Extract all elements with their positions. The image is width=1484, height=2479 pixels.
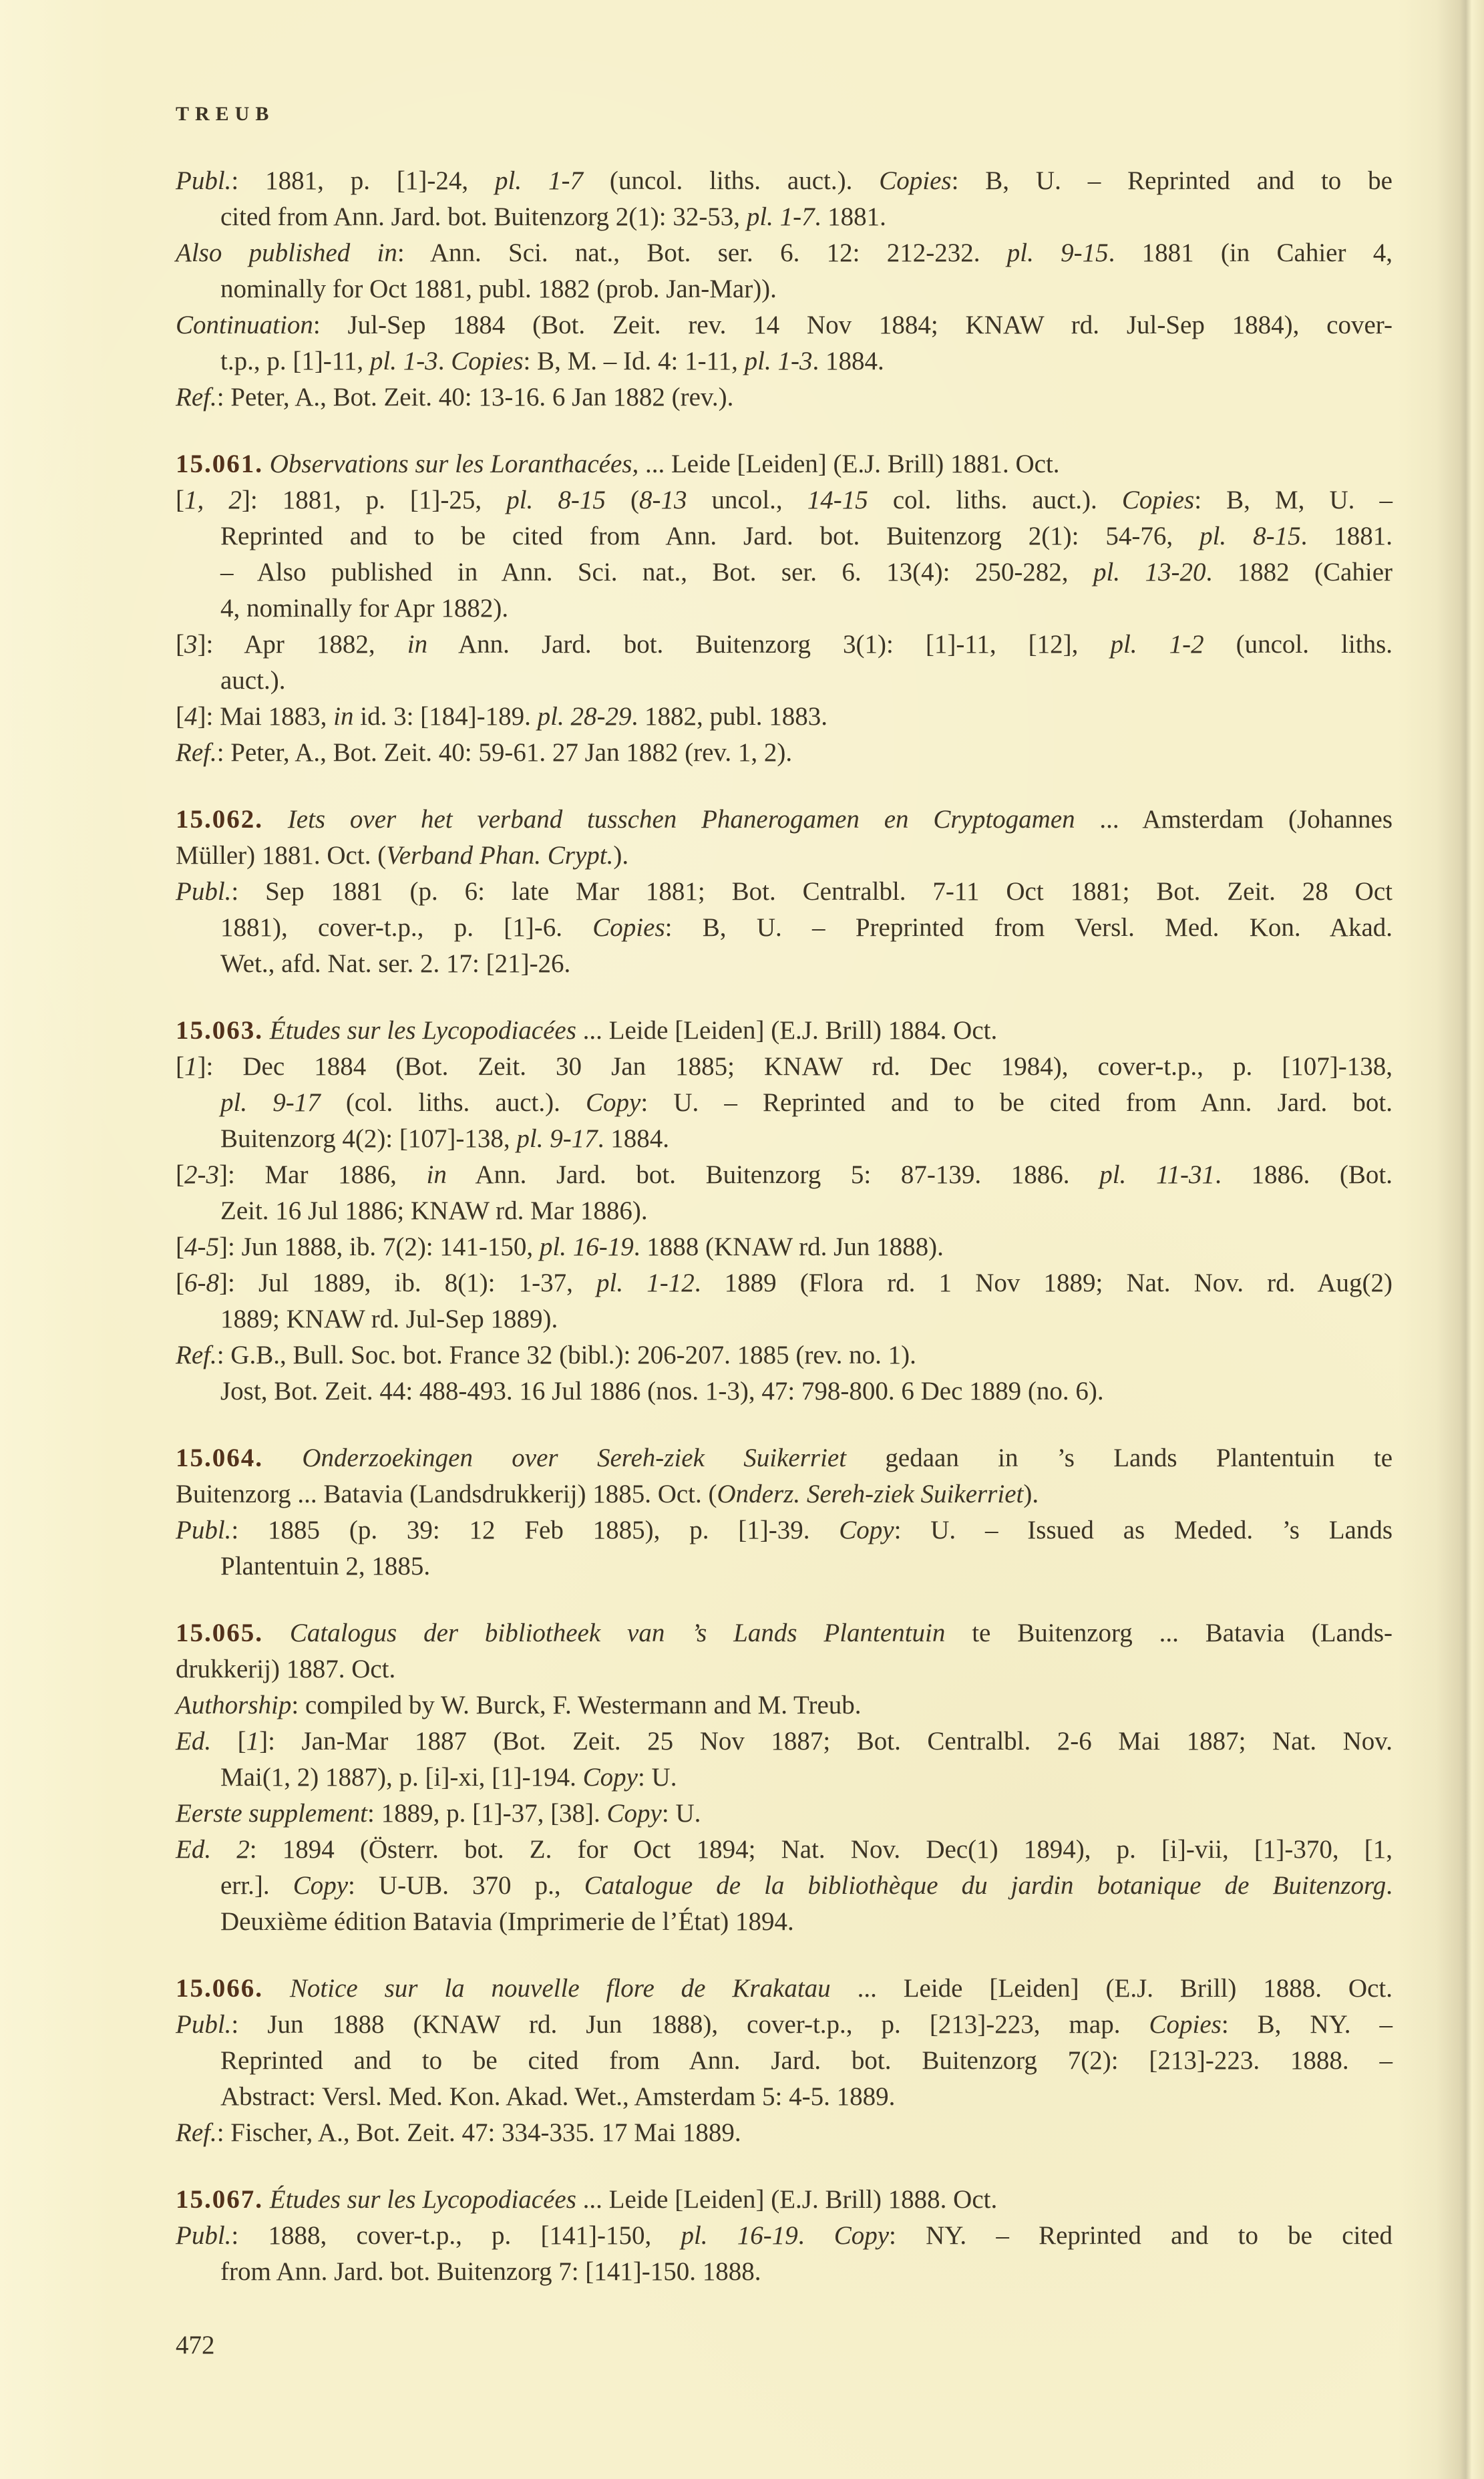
text-line: Wet., afd. Nat. ser. 2. 17: [21]-26. xyxy=(220,949,571,978)
text-line: Eerste supplement: 1889, p. [1]-37, [38]. Copy: U. xyxy=(176,1799,701,1828)
text-line: Zeit. 16 Jul 1886; KNAW rd. Mar 1886). xyxy=(220,1196,648,1225)
text-line: t.p., p. [1]-11, pl. 1-3. Copies: B, M. – Id. 4: 1-11, pl. 1-3. 1884. xyxy=(220,347,884,375)
text-line: Abstract: Versl. Med. Kon. Akad. Wet., Amsterdam 5: 4-5. 1889. xyxy=(220,2082,896,2111)
text-line: Buitenzorg ... Batavia (Landsdrukkerij) 1885. Oct. (Onderz. Sereh-ziek Suikerriet). xyxy=(176,1480,1039,1508)
text-line: [4-5]: Jun 1888, ib. 7(2): 141-150, pl. 16-19. 1888 (KNAW rd. Jun 1888). xyxy=(176,1232,944,1261)
entry-15.066 xyxy=(176,1971,1393,2151)
entry-15.067 xyxy=(176,2182,1393,2290)
text-line: [1]: Dec 1884 (Bot. Zeit. 30 Jan 1885; KNAW rd. Dec 1984), cover-t.p., p. [107]-138, xyxy=(176,1052,1393,1081)
text-line: 15.063. Études sur les Lycopodiacées ... Leide [Leiden] (E.J. Brill) 1884. Oct. xyxy=(176,1016,998,1045)
text-line: Reprinted and to be cited from Ann. Jard. bot. Buitenzorg 2(1): 54-76, pl. 8-15. 1881. xyxy=(220,522,1393,550)
page-number: 472 xyxy=(176,2331,215,2359)
text-line: 15.062. Iets over het verband tusschen Phanerogamen en Cryptogamen ... Amsterdam (Johannes xyxy=(176,805,1393,834)
text-line: Authorship: compiled by W. Burck, F. Westermann and M. Treub. xyxy=(176,1691,862,1719)
text-line: Deuxième édition Batavia (Imprimerie de l’État) 1894. xyxy=(220,1907,794,1936)
text-line: cited from Ann. Jard. bot. Buitenzorg 2(1): 32-53, pl. 1-7. 1881. xyxy=(220,202,886,231)
text-line: Plantentuin 2, 1885. xyxy=(220,1552,431,1581)
text-line: Publ.: Jun 1888 (KNAW rd. Jun 1888), cover-t.p., p. [213]-223, map. Copies: B, NY. – xyxy=(176,2010,1393,2039)
text-line: Reprinted and to be cited from Ann. Jard. bot. Buitenzorg 7(2): [213]-223. 1888. – xyxy=(220,2046,1393,2075)
entry-15.065 xyxy=(176,1615,1393,1940)
entry-15.064 xyxy=(176,1440,1393,1585)
text-line: Mai(1, 2) 1887), p. [i]-xi, [1]-194. Copy: U. xyxy=(220,1763,677,1792)
text-line: 4, nominally for Apr 1882). xyxy=(220,594,509,623)
entry-15.063 xyxy=(176,1013,1393,1410)
text-line: err.]. Copy: U-UB. 370 p., Catalogue de la bibliothèque du jardin botanique de Buitenzorg. xyxy=(220,1871,1393,1900)
text-line: 15.061. Observations sur les Loranthacées, ... Leide [Leiden] (E.J. Brill) 1881. Oct. xyxy=(176,450,1060,478)
text-line: from Ann. Jard. bot. Buitenzorg 7: [141]-150. 1888. xyxy=(220,2257,761,2286)
text-line: pl. 9-17 (col. liths. auct.). Copy: U. – Reprinted and to be cited from Ann. Jard. bot. xyxy=(220,1088,1393,1117)
text-line: Continuation: Jul-Sep 1884 (Bot. Zeit. rev. 14 Nov 1884; KNAW rd. Jul-Sep 1884), cover- xyxy=(176,311,1393,339)
text-line: [2-3]: Mar 1886, in Ann. Jard. bot. Buitenzorg 5: 87-139. 1886. pl. 11-31. 1886. (Bot. xyxy=(176,1160,1393,1189)
text-line: Publ.: 1881, p. [1]-24, pl. 1-7 (uncol. liths. auct.). Copies: B, U. – Reprinted and to be xyxy=(176,166,1393,195)
text-line: Ed. 2: 1894 (Österr. bot. Z. for Oct 1894; Nat. Nov. Dec(1) 1894), p. [i]-vii, [1]-370, [1, xyxy=(176,1835,1393,1864)
text-line: [4]: Mai 1883, in id. 3: [184]-189. pl. 28-29. 1882, publ. 1883. xyxy=(176,702,828,731)
text-line: Ref.: G.B., Bull. Soc. bot. France 32 (bibl.): 206-207. 1885 (rev. no. 1). xyxy=(176,1341,916,1369)
text-line: 15.066. Notice sur la nouvelle flore de Krakatau ... Leide [Leiden] (E.J. Brill) 1888. Oct. xyxy=(176,1974,1393,2003)
text-line: 1889; KNAW rd. Jul-Sep 1889). xyxy=(220,1305,558,1333)
entry-15.060-continued xyxy=(176,163,1393,416)
text-line: Publ.: 1885 (p. 39: 12 Feb 1885), p. [1]-39. Copy: U. – Issued as Meded. ’s Lands xyxy=(176,1516,1393,1544)
text-line: Ed. [1]: Jan-Mar 1887 (Bot. Zeit. 25 Nov 1887; Bot. Centralbl. 2-6 Mai 1887; Nat. Nov. xyxy=(176,1727,1393,1756)
text-line: Publ.: 1888, cover-t.p., p. [141]-150, pl. 16-19. Copy: NY. – Reprinted and to be cited xyxy=(176,2221,1393,2250)
text-line: 15.064. Onderzoekingen over Sereh-ziek Suikerriet gedaan in ’s Lands Plantentuin te xyxy=(176,1444,1393,1472)
text-line: Publ.: Sep 1881 (p. 6: late Mar 1881; Bot. Centralbl. 7-11 Oct 1881; Bot. Zeit. 28 Oct xyxy=(176,877,1393,906)
text-line: auct.). xyxy=(220,666,286,695)
text-blocks xyxy=(176,163,1393,2290)
text-line: [1, 2]: 1881, p. [1]-25, pl. 8-15 (8-13 uncol., 14-15 col. liths. auct.). Copies: B, M, U. – xyxy=(176,486,1393,514)
text-line: Müller) 1881. Oct. (Verband Phan. Crypt.). xyxy=(176,841,629,870)
text-line: 1881), cover-t.p., p. [1]-6. Copies: B, U. – Preprinted from Versl. Med. Kon. Akad. xyxy=(220,913,1393,942)
text-line: Jost, Bot. Zeit. 44: 488-493. 16 Jul 1886 (nos. 1-3), 47: 798-800. 6 Dec 1889 (no. 6). xyxy=(220,1377,1104,1406)
running-head: TREUB xyxy=(176,103,275,125)
text-line: – Also published in Ann. Sci. nat., Bot. ser. 6. 13(4): 250-282, pl. 13-20. 1882 (Cahier xyxy=(220,558,1393,587)
entry-15.061 xyxy=(176,446,1393,771)
text-line: drukkerij) 1887. Oct. xyxy=(176,1655,396,1683)
text-line: [6-8]: Jul 1889, ib. 8(1): 1-37, pl. 1-12. 1889 (Flora rd. 1 Nov 1889; Nat. Nov. rd. Aug(2) xyxy=(176,1269,1393,1297)
text-line: [3]: Apr 1882, in Ann. Jard. bot. Buitenzorg 3(1): [1]-11, [12], pl. 1-2 (uncol. liths. xyxy=(176,630,1393,659)
text-line: nominally for Oct 1881, publ. 1882 (prob. Jan-Mar)). xyxy=(220,275,777,303)
text-line: Ref.: Peter, A., Bot. Zeit. 40: 13-16. 6 Jan 1882 (rev.). xyxy=(176,383,734,411)
text-line: Ref.: Fischer, A., Bot. Zeit. 47: 334-335. 17 Mai 1889. xyxy=(176,2118,741,2147)
text-line: Ref.: Peter, A., Bot. Zeit. 40: 59-61. 27 Jan 1882 (rev. 1, 2). xyxy=(176,738,793,767)
text-line: 15.065. Catalogus der bibliotheek van ’s Lands Plantentuin te Buitenzorg ... Batavia (Lands- xyxy=(176,1619,1393,1647)
text-line: Also published in: Ann. Sci. nat., Bot. ser. 6. 12: 212-232. pl. 9-15. 1881 (in Cahier 4, xyxy=(176,238,1393,267)
entry-15.062 xyxy=(176,802,1393,982)
text-line: 15.067. Études sur les Lycopodiacées ... Leide [Leiden] (E.J. Brill) 1888. Oct. xyxy=(176,2185,998,2214)
text-line: Buitenzorg 4(2): [107]-138, pl. 9-17. 1884. xyxy=(220,1124,669,1153)
